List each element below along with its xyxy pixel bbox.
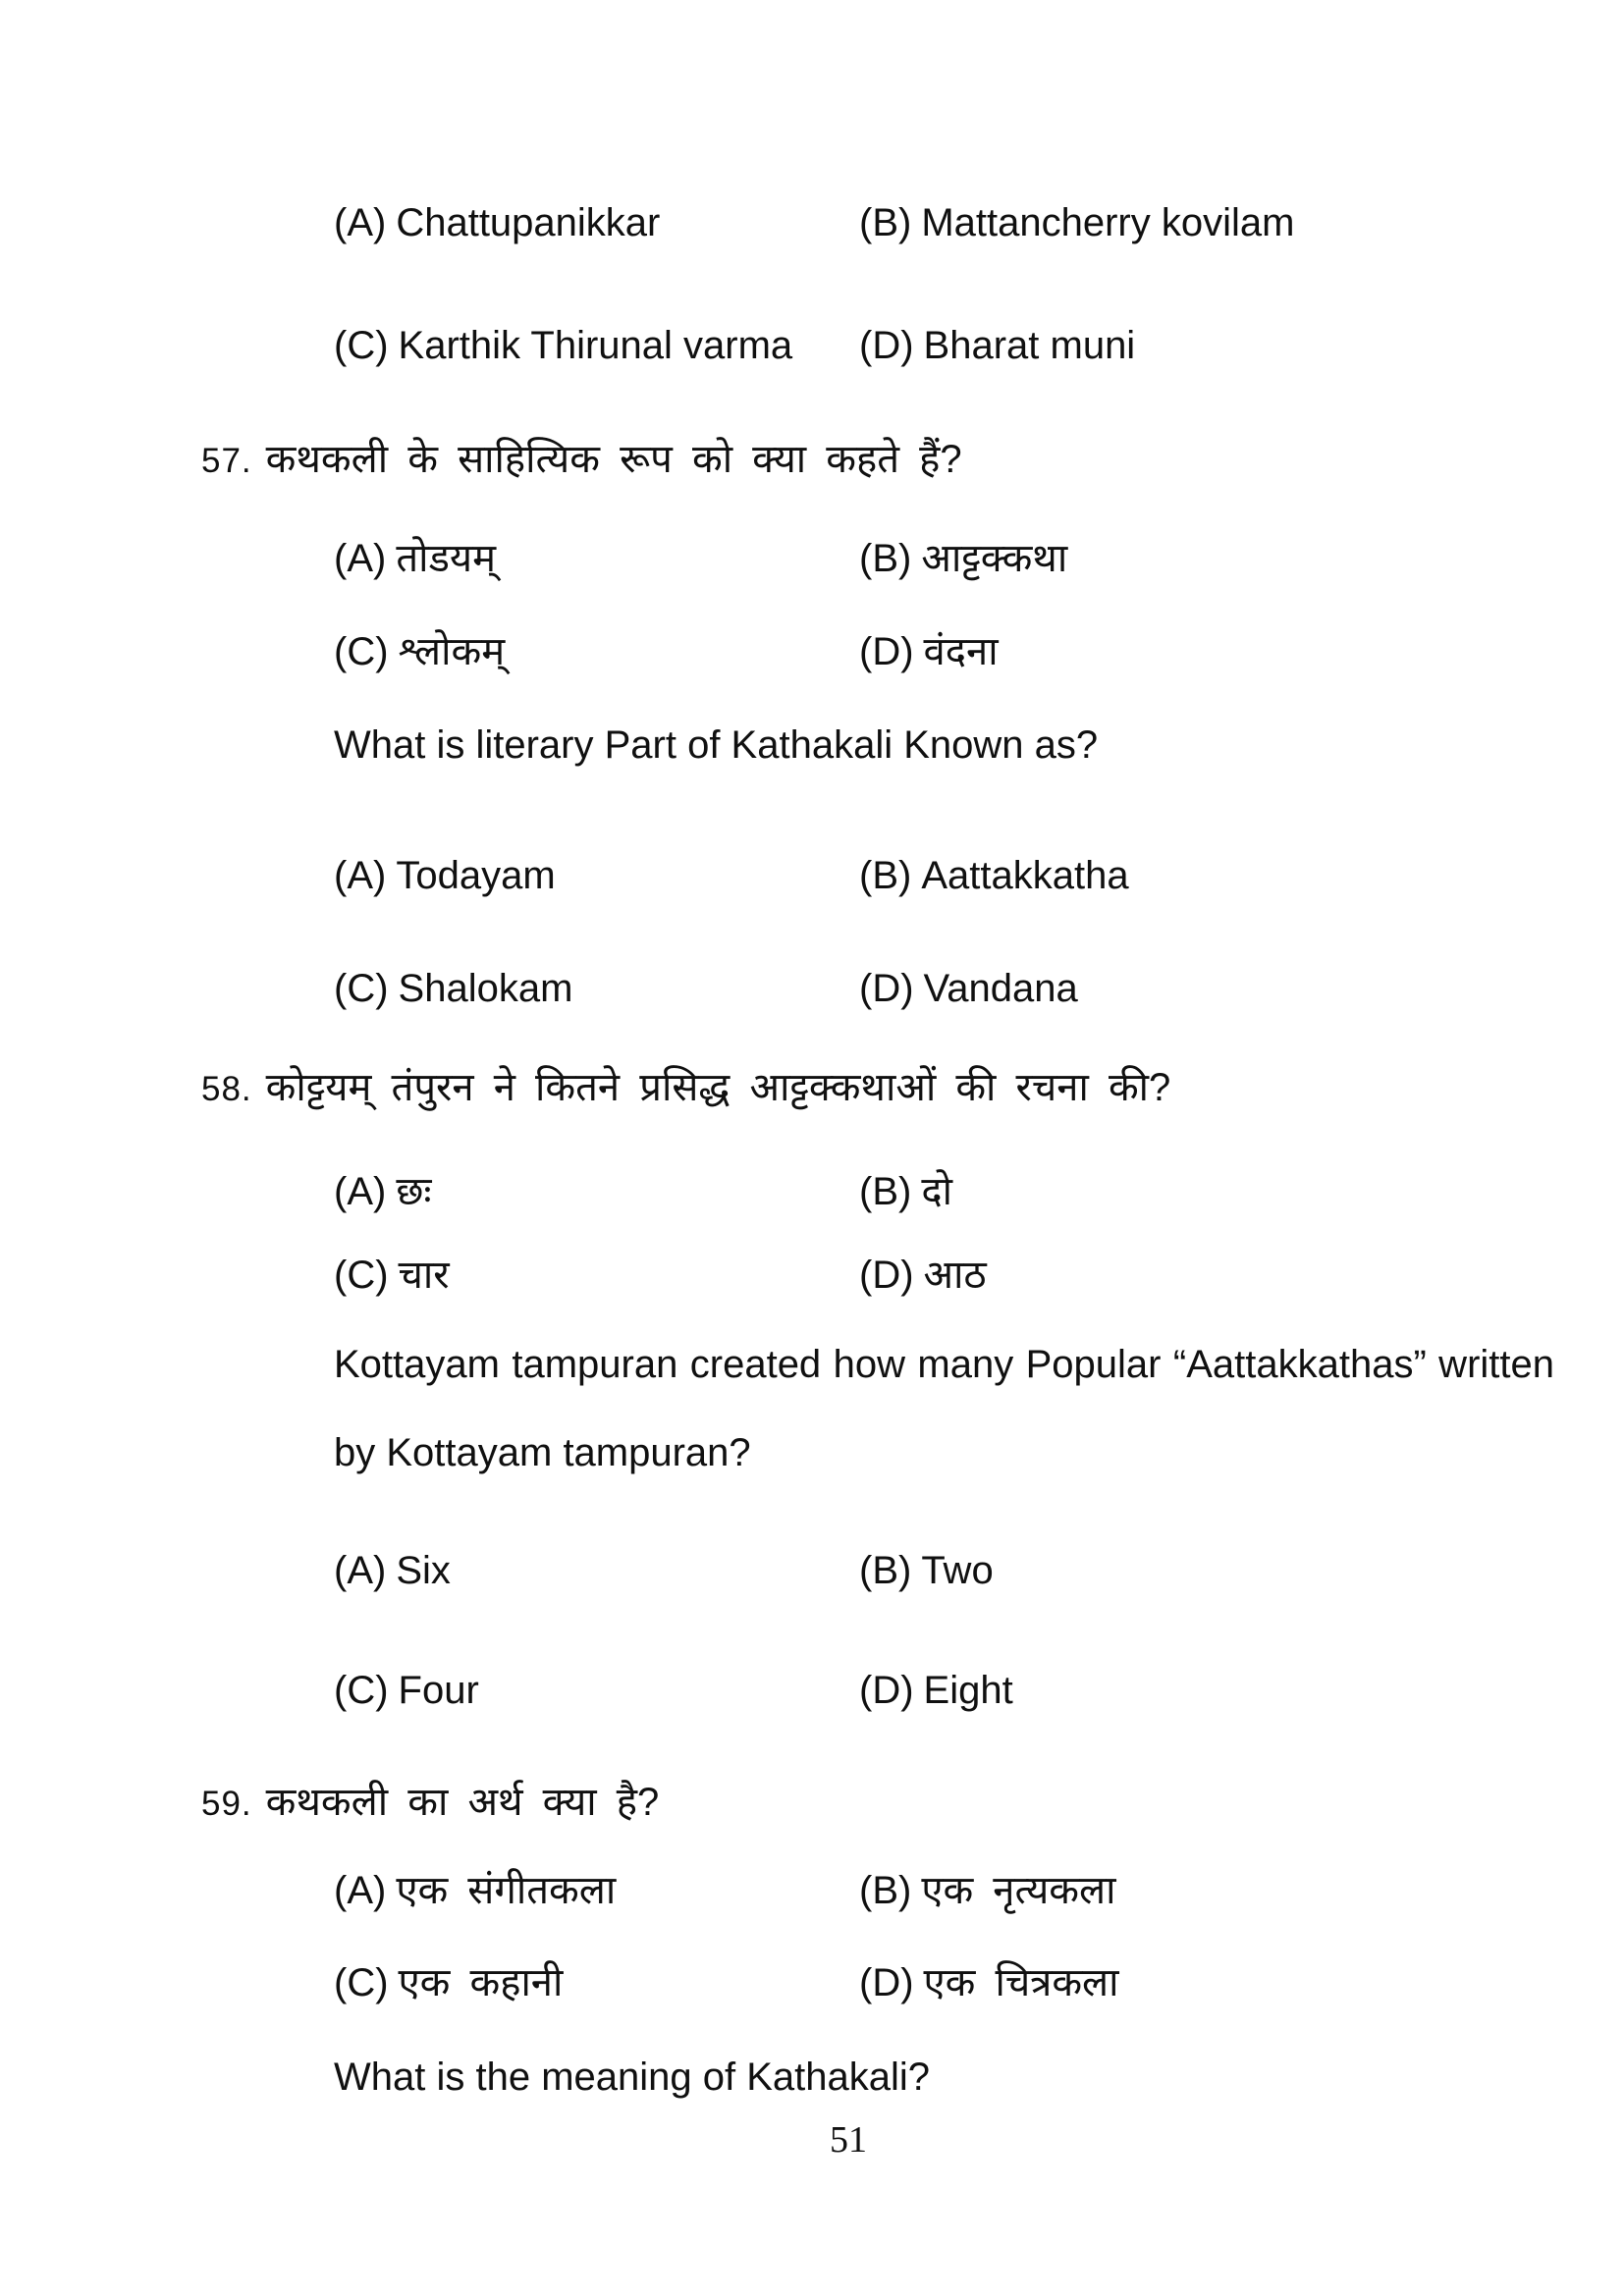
q58-option-c-hindi bbox=[334, 1252, 450, 1299]
option-text: Todayam bbox=[396, 854, 556, 897]
option-text: Four bbox=[398, 1669, 479, 1712]
q58-option-c-english bbox=[334, 1667, 479, 1714]
prev-option-c bbox=[334, 322, 792, 369]
option-text: वंदना bbox=[923, 630, 999, 673]
option-text: Vandana bbox=[923, 967, 1078, 1010]
option-text: Aattakkatha bbox=[921, 854, 1129, 897]
q59-option-b-hindi bbox=[859, 1867, 1115, 1914]
option-text: एक संगीतकला bbox=[396, 1869, 617, 1912]
option-text: एक नृत्यकला bbox=[921, 1869, 1116, 1912]
q57-option-d-hindi bbox=[859, 628, 999, 675]
option-label: (A) bbox=[334, 537, 387, 580]
option-label: (B) bbox=[859, 1170, 912, 1213]
q58-option-a-hindi bbox=[334, 1168, 431, 1215]
option-label: (B) bbox=[859, 201, 912, 244]
question-number: 58. bbox=[201, 1070, 252, 1108]
option-label: (C) bbox=[334, 1961, 389, 2004]
q59-option-c-hindi bbox=[334, 1959, 563, 2006]
option-text: एक चित्रकला bbox=[923, 1961, 1119, 2004]
option-label: (B) bbox=[859, 854, 912, 897]
option-text: छः bbox=[396, 1170, 432, 1213]
option-text: Mattancherry kovilam bbox=[921, 201, 1295, 244]
prev-option-d bbox=[859, 322, 1135, 369]
option-label: (C) bbox=[334, 967, 389, 1010]
option-label: (D) bbox=[859, 1254, 914, 1297]
q57-option-b-hindi bbox=[859, 535, 1067, 582]
option-text: Eight bbox=[923, 1669, 1013, 1712]
option-label: (C) bbox=[334, 630, 389, 673]
option-text: Six bbox=[396, 1549, 451, 1592]
question-number: 59. bbox=[201, 1785, 252, 1823]
q57-option-d-english bbox=[859, 965, 1078, 1012]
option-label: (C) bbox=[334, 1669, 389, 1712]
option-text: Two bbox=[921, 1549, 994, 1592]
q57-option-a-english bbox=[334, 852, 556, 899]
q58-option-b-english bbox=[859, 1547, 994, 1594]
question-text-hindi: कथकली के साहित्यिक रूप को क्या कहते हैं? bbox=[265, 438, 962, 481]
q57-option-c-hindi bbox=[334, 628, 505, 675]
option-label: (D) bbox=[859, 967, 914, 1010]
option-text: आठ bbox=[923, 1254, 987, 1297]
q58-option-d-hindi bbox=[859, 1252, 987, 1299]
option-label: (B) bbox=[859, 1549, 912, 1592]
q58-option-d-english bbox=[859, 1667, 1013, 1714]
question-57-english: What is literary Part of Kathakali Known as? bbox=[334, 723, 1099, 767]
q57-option-a-hindi bbox=[334, 535, 496, 582]
question-text-hindi: कथकली का अर्थ क्या है? bbox=[265, 1781, 660, 1824]
option-label: (D) bbox=[859, 630, 914, 673]
prev-option-a bbox=[334, 199, 660, 246]
option-label: (B) bbox=[859, 1869, 912, 1912]
option-text: Shalokam bbox=[398, 967, 573, 1010]
option-label: (D) bbox=[859, 1961, 914, 2004]
prev-option-b bbox=[859, 199, 1294, 246]
option-text: Bharat muni bbox=[923, 324, 1136, 367]
option-text: दो bbox=[921, 1170, 952, 1213]
question-58-english-line1: Kottayam tampuran created how many Popular “Aattakkathas” written bbox=[334, 1343, 1554, 1386]
option-text: आट्टक्कथा bbox=[921, 537, 1068, 580]
question-58-hindi bbox=[201, 1064, 1170, 1111]
question-59-english: What is the meaning of Kathakali? bbox=[334, 2056, 931, 2099]
option-text: Karthik Thirunal varma bbox=[398, 324, 793, 367]
option-text: एक कहानी bbox=[398, 1961, 564, 2004]
option-text: श्लोकम् bbox=[398, 630, 506, 673]
question-57-hindi bbox=[201, 436, 962, 483]
option-label: (C) bbox=[334, 1254, 389, 1297]
option-label: (A) bbox=[334, 854, 387, 897]
question-text-hindi: कोट्टयम् तंपुरन ने कितने प्रसिद्ध आट्टक्कथाओं की रचना की? bbox=[265, 1066, 1171, 1109]
option-text: Chattupanikkar bbox=[396, 201, 661, 244]
option-label: (A) bbox=[334, 201, 387, 244]
q57-option-c-english bbox=[334, 965, 572, 1012]
question-number: 57. bbox=[201, 442, 252, 480]
q57-option-b-english bbox=[859, 852, 1129, 899]
option-label: (A) bbox=[334, 1549, 387, 1592]
option-label: (A) bbox=[334, 1170, 387, 1213]
question-58-english-line2: by Kottayam tampuran? bbox=[334, 1431, 751, 1474]
option-text: तोडयम् bbox=[396, 537, 497, 580]
option-label: (D) bbox=[859, 1669, 914, 1712]
q58-option-b-hindi bbox=[859, 1168, 952, 1215]
option-text: चार bbox=[398, 1254, 450, 1297]
option-label: (C) bbox=[334, 324, 389, 367]
question-59-hindi bbox=[201, 1779, 659, 1826]
q59-option-d-hindi bbox=[859, 1959, 1119, 2006]
page-number: 51 bbox=[830, 2119, 867, 2161]
q59-option-a-hindi bbox=[334, 1867, 616, 1914]
option-label: (D) bbox=[859, 324, 914, 367]
option-label: (A) bbox=[334, 1869, 387, 1912]
option-label: (B) bbox=[859, 537, 912, 580]
q58-option-a-english bbox=[334, 1547, 451, 1594]
